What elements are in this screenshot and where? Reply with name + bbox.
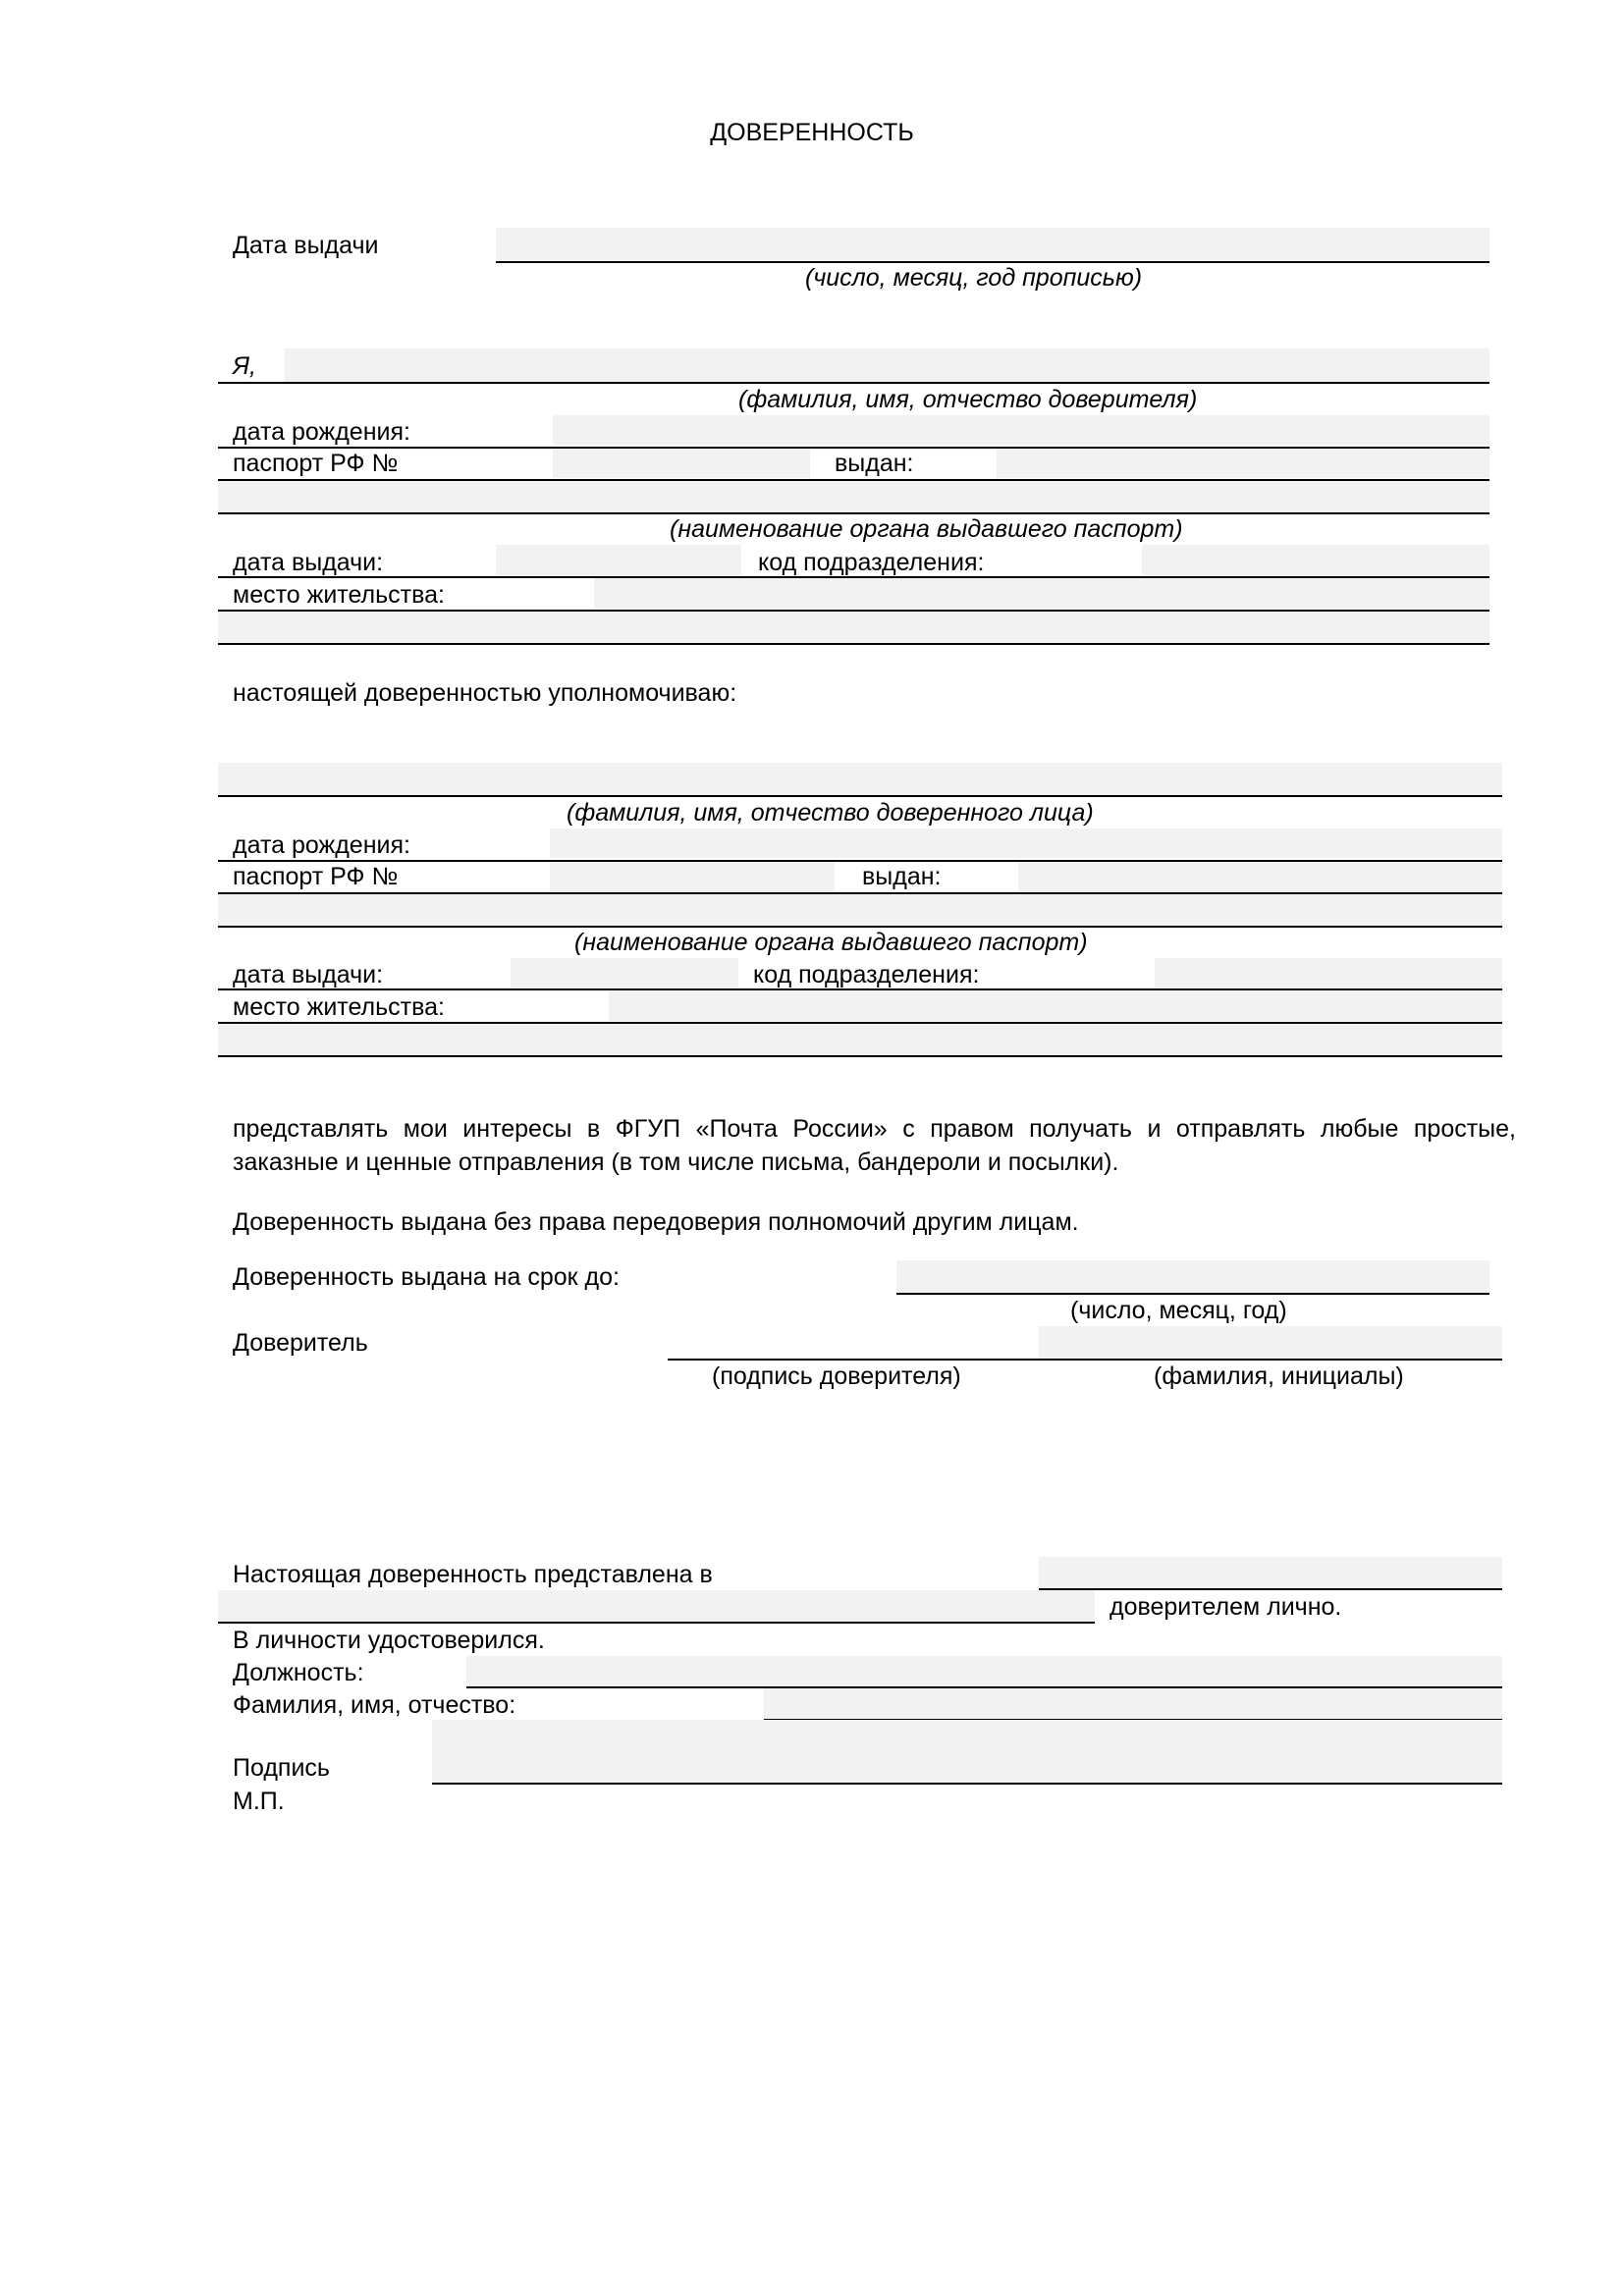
issue-date-hint: (число, месяц, год прописью): [805, 264, 1143, 292]
presented-label: Настоящая доверенность представлена в: [233, 1561, 713, 1588]
authority-paragraph: представлять мои интересы в ФГУП «Почта России» с правом получать и отправлять любые простые, заказные и ценные отправления (в том числе письма, бандероли и посылки).: [233, 1115, 1516, 1176]
term-date-underline: [896, 1293, 1489, 1295]
official-signature-field[interactable]: [432, 1720, 1502, 1783]
stamp-label: М.П.: [233, 1788, 285, 1815]
agent-name-field[interactable]: [218, 763, 1502, 795]
agent-issue-date-field[interactable]: [511, 958, 738, 988]
agent-issued-by-field[interactable]: [1018, 862, 1502, 891]
agent-residence-underline-2: [218, 1055, 1502, 1057]
principal-residence-field[interactable]: [594, 578, 1489, 609]
position-label: Должность:: [233, 1659, 364, 1686]
principal-birth-label: дата рождения:: [233, 418, 410, 446]
principal-authority-field[interactable]: [218, 481, 1489, 512]
official-signature-underline: [432, 1783, 1502, 1785]
principal-surname-field[interactable]: [1039, 1326, 1502, 1359]
authorize-text: настоящей доверенностью уполномочиваю:: [233, 679, 737, 707]
by-principal-text: доверителем лично.: [1110, 1593, 1342, 1621]
agent-issued-by-label: выдан:: [862, 863, 942, 890]
term-label: Доверенность выдана на срок до:: [233, 1263, 620, 1291]
position-field[interactable]: [466, 1656, 1502, 1686]
fullname-field[interactable]: [764, 1688, 1502, 1719]
agent-passport-number-field[interactable]: [550, 862, 835, 891]
principal-name-hint: (фамилия, имя, отчество доверителя): [738, 386, 1198, 413]
issue-date-label: Дата выдачи: [233, 232, 379, 259]
principal-residence-field-2[interactable]: [218, 612, 1489, 643]
document-title: ДОВЕРЕННОСТЬ: [710, 119, 914, 146]
identity-verified-text: В личности удостоверился.: [233, 1627, 545, 1654]
fullname-label: Фамилия, имя, отчество:: [233, 1691, 516, 1719]
principal-signature-label: Доверитель: [233, 1329, 368, 1357]
principal-issued-by-label: выдан:: [835, 450, 914, 477]
surname-hint: (фамилия, инициалы): [1154, 1362, 1404, 1390]
signature-hint: (подпись доверителя): [712, 1362, 961, 1390]
agent-residence-field[interactable]: [609, 990, 1502, 1021]
presented-to-field[interactable]: [1039, 1557, 1502, 1588]
presented-to-field-2[interactable]: [218, 1590, 1095, 1622]
agent-authority-field[interactable]: [218, 894, 1502, 926]
presented-to-underline-2: [218, 1622, 1095, 1624]
agent-passport-label: паспорт РФ №: [233, 863, 399, 890]
agent-birth-field[interactable]: [550, 828, 1502, 858]
principal-dept-code-field[interactable]: [1142, 545, 1489, 575]
term-hint: (число, месяц, год): [1070, 1297, 1287, 1324]
principal-birth-field[interactable]: [553, 415, 1489, 445]
principal-passport-label: паспорт РФ №: [233, 450, 399, 477]
agent-residence-label: место жительства:: [233, 993, 445, 1021]
principal-name-field[interactable]: [285, 348, 1489, 382]
principal-residence-label: место жительства:: [233, 581, 445, 609]
agent-name-hint: (фамилия, имя, отчество доверенного лица): [567, 799, 1094, 827]
agent-dept-code-label: код подразделения:: [753, 961, 980, 988]
term-date-field[interactable]: [896, 1260, 1489, 1293]
agent-residence-field-2[interactable]: [218, 1024, 1502, 1055]
principal-signature-underline: [668, 1359, 1502, 1361]
agent-issue-date-label: дата выдачи:: [233, 961, 384, 988]
principal-residence-underline-2: [218, 643, 1489, 645]
principal-dept-code-label: код подразделения:: [758, 549, 985, 576]
issue-date-field[interactable]: [496, 228, 1489, 260]
principal-issue-date-label: дата выдачи:: [233, 549, 384, 576]
principal-issue-date-field[interactable]: [496, 545, 741, 575]
agent-birth-label: дата рождения:: [233, 831, 410, 859]
principal-passport-number-field[interactable]: [553, 449, 810, 478]
no-delegation-text: Доверенность выдана без права передоверия полномочий другим лицам.: [233, 1208, 1079, 1236]
principal-authority-hint: (наименование органа выдавшего паспорт): [670, 515, 1183, 543]
principal-prefix: Я,: [233, 352, 256, 380]
agent-dept-code-field[interactable]: [1155, 958, 1502, 988]
principal-name-underline: [218, 382, 1489, 384]
principal-issued-by-field[interactable]: [997, 449, 1489, 478]
agent-name-underline: [218, 795, 1502, 797]
signature-label: Подпись: [233, 1754, 330, 1782]
presented-to-underline: [1039, 1588, 1502, 1590]
agent-authority-hint: (наименование органа выдавшего паспорт): [574, 929, 1088, 956]
